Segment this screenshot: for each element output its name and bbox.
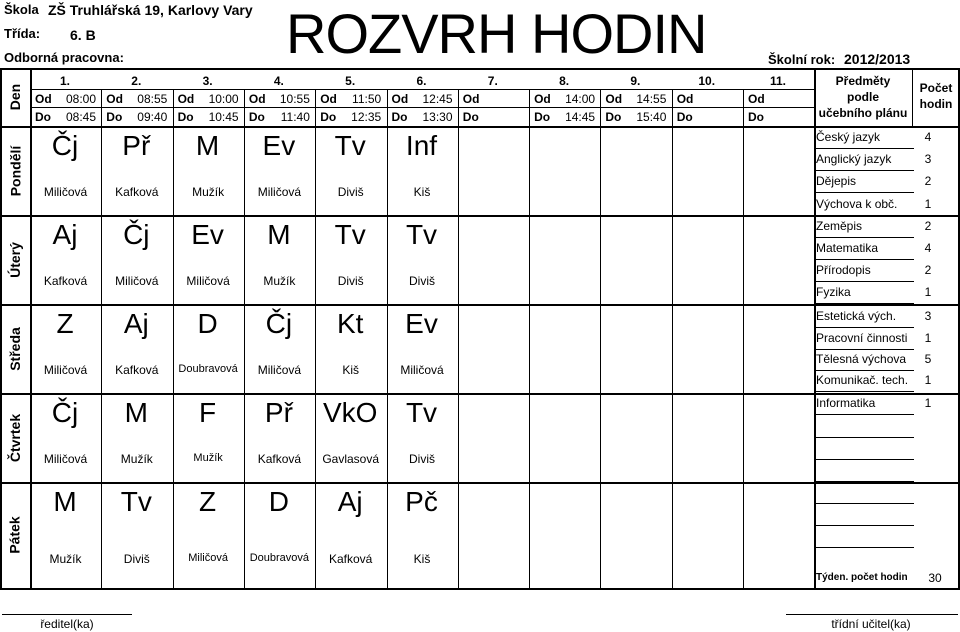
lesson-subject: Čj [265,308,293,339]
period-column-divider [458,89,459,588]
period-end-time: 14:45 [565,110,596,124]
period-number: 8. [559,74,570,88]
row-divider [0,482,958,484]
period-start-time: 14:55 [636,92,667,106]
lesson-teacher: Doubravová [178,363,238,375]
plan-subject-name: Zeměpis [816,219,863,233]
class-label: Třída: [4,26,41,41]
lesson-subject: Tv [334,219,366,250]
period-end-time: 08:45 [65,110,96,124]
period-end-time: 10:45 [208,110,239,124]
period-end-time: 13:30 [422,110,453,124]
to-label: Do [248,110,265,124]
lesson-subject: Čj [51,397,79,428]
plan-empty-row-line [814,481,914,482]
lesson-subject: Z [199,486,217,517]
lesson-subject: Ev [191,219,224,250]
day-label: Středa [7,326,24,371]
from-label: Od [177,92,195,106]
lesson-teacher: Miličová [115,274,159,288]
from-label: Od [676,92,694,106]
lesson-teacher: Miličová [257,363,302,377]
plan-subject-hours: 5 [924,352,932,366]
day-label: Čtvrtek [7,413,23,462]
lesson-subject: M [124,397,148,428]
lesson-subject: Tv [334,130,366,161]
lesson-teacher: Doubravová [249,552,310,564]
director-signature-line [2,614,132,615]
period-end-time: 15:40 [636,110,667,124]
plan-subject-hours: 2 [924,174,932,188]
lesson-teacher: Diviš [409,274,435,288]
plan-row-line [814,281,914,282]
plan-subject-name: Estetická vých. [816,309,897,323]
period-number: 11. [769,74,787,88]
lesson-teacher: Mužík [263,274,296,288]
lesson-teacher: Kafková [115,363,159,377]
year-label: Školní rok: [768,52,836,67]
lesson-teacher: Miličová [43,452,88,466]
period-start-time: 11:50 [352,92,382,106]
plan-subject-hours: 3 [924,152,932,166]
lesson-teacher: Miličová [186,274,230,288]
school-label: Škola [4,2,39,17]
year-value: 2012/2013 [844,51,911,67]
plan-subject-name: Komunikač. tech. [816,373,909,387]
period-number: 6. [416,74,427,88]
lesson-teacher: Gavlasová [322,452,380,466]
lesson-teacher: Miličová [400,363,444,377]
plan-subject-name: Pracovní činnosti [816,331,908,345]
plan-row-line [814,391,914,392]
teacher-label: třídní učitel(ka) [831,617,911,631]
day-label: Úterý [7,241,24,278]
lesson-subject: D [268,486,289,517]
period-number: 10. [698,74,716,88]
lesson-subject: Čj [51,130,79,161]
lesson-teacher: Diviš [409,452,435,466]
period-number: 4. [273,74,284,88]
to-label: Do [748,110,764,124]
from-label: Od [248,92,266,106]
plan-subject-name: Anglický jazyk [816,152,892,166]
plan-row-line [814,148,914,149]
plan-empty-row-line [814,547,914,548]
plan-empty-row-line [814,503,914,504]
lesson-subject: Čj [123,219,150,250]
period-column-divider [529,89,530,588]
to-label: Do [35,110,51,124]
plan-empty-row-line [814,459,914,460]
lesson-subject: Pč [405,486,438,517]
period-number: 9. [630,74,641,88]
subjects-header: Předměty podle učebního plánu [818,74,908,120]
plan-subject-hours: 1 [924,331,932,345]
lesson-subject: Ev [405,308,438,339]
row-divider [0,393,958,395]
period-time-divider [30,107,814,108]
plan-subject-name: Informatika [816,396,876,410]
lesson-subject: Př [264,397,293,428]
row-divider [0,304,958,306]
lesson-subject: D [197,308,218,339]
lesson-teacher: Mužík [193,452,223,464]
weekly-total-value: 30 [928,571,942,585]
period-column-divider [672,89,673,588]
lesson-subject: Aj [52,219,78,250]
plan-subject-hours: 2 [924,263,932,277]
period-number: 2. [131,74,142,88]
plan-row-line [814,170,914,171]
plan-subject-hours: 1 [924,396,932,410]
plan-subject-name: Fyzika [816,285,851,299]
director-label: ředitel(ka) [40,617,94,631]
period-start-time: 12:45 [422,92,453,106]
plan-row-line [814,370,914,371]
lesson-teacher: Miličová [188,552,228,564]
period-number: 1. [59,74,70,88]
page-title: ROZVRH HODIN [286,2,707,65]
period-start-time: 10:00 [208,92,239,106]
weekly-total-label: Týden. počet hodin [816,572,908,583]
plan-subject-name: Matematika [816,241,879,255]
period-column-divider [600,89,601,588]
plan-subject-hours: 1 [924,373,932,387]
plan-row-line [814,327,914,328]
period-num-divider [30,89,814,90]
lesson-teacher: Kafková [329,552,373,566]
plan-subject-hours: 3 [924,309,932,323]
period-number: 5. [345,74,356,88]
lesson-subject: Kt [336,308,364,339]
lesson-teacher: Miličová [257,185,302,199]
plan-subject-name: Výchova k obč. [816,197,898,211]
to-label: Do [605,110,622,124]
from-label: Od [35,92,52,106]
period-start-time: 14:00 [565,92,596,106]
from-label: Od [534,92,551,106]
period-end-time: 12:35 [351,110,382,124]
lesson-subject: Aj [337,486,363,517]
lesson-teacher: Mužík [49,552,82,566]
lesson-teacher: Miličová [43,363,88,377]
lesson-subject: Z [56,308,74,339]
lesson-teacher: Kiš [413,185,431,199]
lesson-teacher: Diviš [123,552,150,566]
classroom-label: Odborná pracovna: [4,50,124,65]
plan-subject-hours: 4 [924,130,932,144]
lesson-subject: Př [122,130,151,161]
day-label: Pátek [7,516,24,554]
period-end-time: 09:40 [137,110,168,124]
lesson-teacher: Kiš [413,552,431,566]
table-right-border [814,68,816,588]
from-label: Od [106,92,123,106]
to-label: Do [462,110,479,124]
to-label: Do [676,110,693,124]
period-start-time: 08:55 [137,92,168,106]
plan-subject-name: Český jazyk [816,130,881,144]
period-start-time: 08:00 [65,92,96,106]
lesson-teacher: Kafková [115,185,159,199]
lesson-subject: VkO [322,397,378,428]
period-start-time: 10:55 [279,92,310,106]
to-label: Do [177,110,194,124]
from-label: Od [320,92,337,106]
plan-empty-row-line [814,525,914,526]
plan-subject-name: Dějepis [816,174,857,188]
from-label: Od [391,92,409,106]
plan-row-line [814,303,914,304]
hours-header: Počet hodin [919,81,953,111]
period-number: 7. [487,74,498,88]
row-divider [0,215,958,217]
day-header: Den [6,83,23,111]
lesson-subject: M [195,130,220,161]
lesson-subject: Aj [123,308,149,339]
from-label: Od [605,92,623,106]
plan-row-line [814,192,914,193]
lesson-subject: Ev [262,130,296,161]
plan-subject-hours: 1 [924,285,932,299]
lesson-teacher: Kafková [257,452,302,466]
to-label: Do [534,110,551,124]
period-end-time: 11:40 [280,110,310,124]
lesson-teacher: Mužík [120,452,153,466]
to-label: Do [106,110,123,124]
school-value: ZŠ Truhlářská 19, Karlovy Vary [48,2,253,18]
plan-subject-hours: 4 [924,241,932,255]
plan-subject-name: Tělesná výchova [816,352,907,366]
class-value: 6. B [70,27,96,43]
row-divider [0,126,958,128]
lesson-teacher: Kiš [342,363,360,377]
lesson-teacher: Diviš [337,185,364,199]
lesson-subject: M [267,219,291,250]
plan-row-line [814,259,914,260]
grid-bottom-border [0,588,958,590]
plan-row-line [814,349,914,350]
teacher-signature-line [786,614,958,615]
to-label: Do [391,110,408,124]
plan-row-line [814,237,914,238]
lesson-subject: Tv [405,219,438,250]
lesson-subject: Tv [120,486,152,517]
period-number: 3. [202,74,213,88]
lesson-teacher: Kafková [43,274,88,288]
to-label: Do [320,110,337,124]
period-column-divider [743,89,744,588]
lesson-subject: Inf [405,130,438,161]
plan-empty-row-line [814,437,914,438]
lesson-subject: M [53,486,77,517]
plan-subject-hours: 1 [924,197,932,211]
from-label: Od [748,92,765,106]
lesson-subject: Tv [405,397,438,428]
from-label: Od [462,92,480,106]
lesson-teacher: Miličová [43,185,88,199]
lesson-teacher: Diviš [337,274,364,288]
day-label: Pondělí [7,145,23,196]
plan-subject-hours: 2 [924,219,932,233]
lesson-teacher: Mužík [192,185,225,199]
lesson-subject: F [199,397,217,428]
plan-row-line [814,414,914,415]
plan-subject-name: Přírodopis [816,263,871,277]
